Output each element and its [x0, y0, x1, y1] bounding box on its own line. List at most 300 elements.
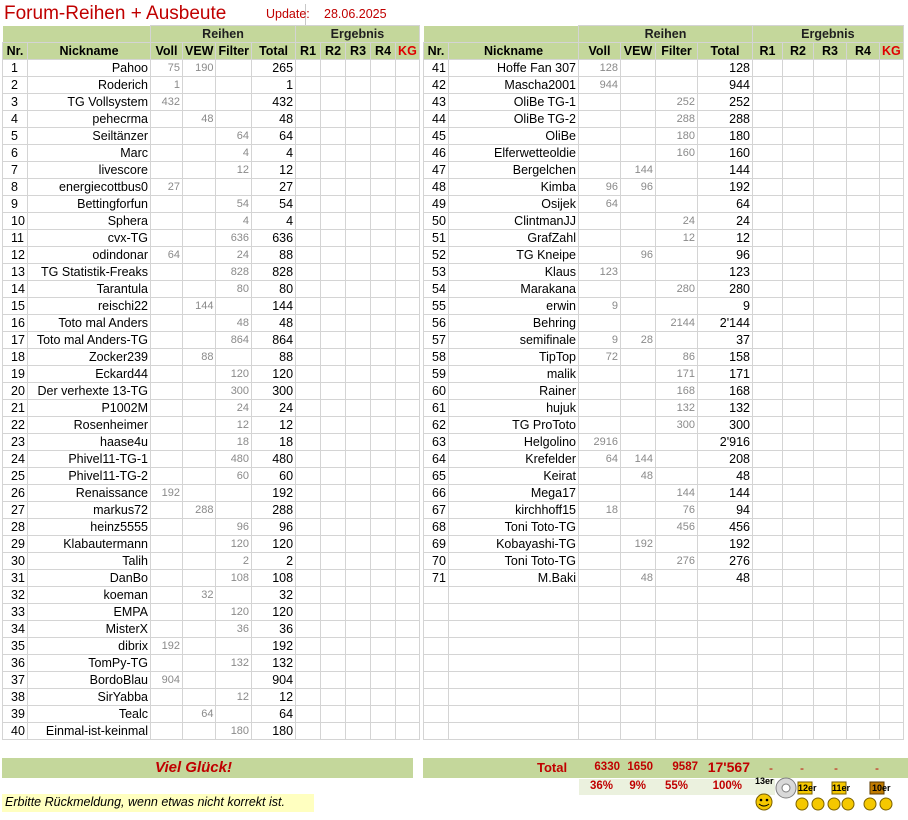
row-number: 2: [3, 77, 28, 94]
table-row: [3, 485, 420, 502]
kg-cell: [396, 145, 420, 162]
vew-cell: [183, 162, 216, 179]
nickname-cell: Elferwetteoldie: [449, 145, 579, 162]
filter-cell: [656, 434, 698, 451]
r2-cell: [321, 400, 346, 417]
r2-cell: [783, 468, 814, 485]
r4-cell: [371, 655, 396, 672]
nickname-cell: Renaissance: [28, 485, 151, 502]
filter-cell: 12: [216, 417, 252, 434]
r2-cell: [321, 672, 346, 689]
row-number: 14: [3, 281, 28, 298]
row-number: 46: [424, 145, 449, 162]
r3-cell: [814, 332, 847, 349]
nickname-cell: koeman: [28, 587, 151, 604]
table-row: [424, 230, 904, 247]
kg-cell: [396, 604, 420, 621]
kg-cell: [396, 315, 420, 332]
row-number: 37: [3, 672, 28, 689]
voll-cell: 1: [151, 77, 183, 94]
vew-cell: [621, 111, 656, 128]
kg-cell: [880, 179, 904, 196]
table-row: [424, 621, 904, 638]
table-row: [424, 111, 904, 128]
kg-cell: [396, 621, 420, 638]
table-row: [424, 689, 904, 706]
nickname-cell: erwin: [449, 298, 579, 315]
row-number: 71: [424, 570, 449, 587]
total-cell: 864: [252, 332, 296, 349]
filter-cell: 4: [216, 145, 252, 162]
voll-cell: [579, 519, 621, 536]
col-header-r3: R3: [346, 43, 371, 60]
r1-cell: [296, 655, 321, 672]
kg-cell: [396, 77, 420, 94]
kg-cell: [396, 298, 420, 315]
vew-cell: [183, 451, 216, 468]
r1-cell: [753, 264, 783, 281]
r4-cell: [847, 621, 880, 638]
row-number: 61: [424, 400, 449, 417]
r2-cell: [321, 366, 346, 383]
total-cell: 48: [252, 315, 296, 332]
r1-cell: [753, 60, 783, 77]
r2-cell: [321, 536, 346, 553]
table-row: [3, 383, 420, 400]
r2-cell: [321, 689, 346, 706]
total-cell: 64: [252, 128, 296, 145]
table-row: [424, 723, 904, 740]
r4-cell: [847, 111, 880, 128]
vew-cell: [621, 213, 656, 230]
table-row: [3, 366, 420, 383]
table-row: [424, 417, 904, 434]
table-row: [3, 434, 420, 451]
table-row: [424, 638, 904, 655]
voll-cell: [151, 689, 183, 706]
filter-cell: [656, 468, 698, 485]
nickname-cell: BordoBlau: [28, 672, 151, 689]
total-cell: 192: [698, 179, 753, 196]
voll-cell: [151, 230, 183, 247]
vew-cell: 96: [621, 247, 656, 264]
total-cell: 24: [698, 213, 753, 230]
nickname-cell: dibrix: [28, 638, 151, 655]
kg-cell: [396, 264, 420, 281]
r2-cell: [321, 434, 346, 451]
nickname-cell: OliBe TG-1: [449, 94, 579, 111]
kg-cell: [880, 621, 904, 638]
nickname-cell: Kimba: [449, 179, 579, 196]
voll-cell: [579, 689, 621, 706]
kg-cell: [880, 213, 904, 230]
filter-cell: [216, 587, 252, 604]
total-cell: 300: [698, 417, 753, 434]
r2-cell: [321, 179, 346, 196]
r3-cell: [814, 485, 847, 502]
voll-cell: 64: [579, 196, 621, 213]
r4-cell: [371, 111, 396, 128]
voll-cell: 96: [579, 179, 621, 196]
r2-cell: [783, 604, 814, 621]
r4-cell: [847, 468, 880, 485]
r2-cell: [783, 315, 814, 332]
total-all: 17'567: [707, 759, 750, 775]
r4-cell: [847, 179, 880, 196]
row-number: 11: [3, 230, 28, 247]
filter-cell: [216, 638, 252, 655]
r2-cell: [321, 230, 346, 247]
kg-cell: [396, 485, 420, 502]
voll-cell: [151, 128, 183, 145]
row-number: 20: [3, 383, 28, 400]
total-r2: -: [800, 761, 804, 775]
nickname-cell: semifinale: [449, 332, 579, 349]
r2-cell: [321, 655, 346, 672]
filter-cell: 108: [216, 570, 252, 587]
total-cell: 288: [252, 502, 296, 519]
r4-cell: [371, 60, 396, 77]
r1-cell: [296, 111, 321, 128]
r2-cell: [783, 94, 814, 111]
vew-cell: [183, 570, 216, 587]
r4-cell: [371, 383, 396, 400]
r1-cell: [753, 502, 783, 519]
total-cell: [698, 706, 753, 723]
voll-cell: [579, 553, 621, 570]
nickname-cell: kirchhoff15: [449, 502, 579, 519]
r4-cell: [371, 638, 396, 655]
nickname-cell: Talih: [28, 553, 151, 570]
r3-cell: [346, 94, 371, 111]
nickname-cell: heinz5555: [28, 519, 151, 536]
filter-cell: 12: [656, 230, 698, 247]
filter-cell: 480: [216, 451, 252, 468]
row-number: [424, 621, 449, 638]
r4-cell: [847, 434, 880, 451]
voll-cell: [579, 366, 621, 383]
r2-cell: [321, 553, 346, 570]
filter-cell: [216, 179, 252, 196]
table-row: [424, 655, 904, 672]
vew-cell: 32: [183, 587, 216, 604]
r1-cell: [296, 689, 321, 706]
vew-cell: [621, 400, 656, 417]
total-vew: 1650: [627, 761, 653, 773]
row-number: 17: [3, 332, 28, 349]
filter-cell: 86: [656, 349, 698, 366]
r2-cell: [321, 94, 346, 111]
row-number: 52: [424, 247, 449, 264]
kg-cell: [880, 570, 904, 587]
row-number: 32: [3, 587, 28, 604]
r3-cell: [346, 706, 371, 723]
nickname-cell: Kobayashi-TG: [449, 536, 579, 553]
r2-cell: [321, 315, 346, 332]
voll-cell: [579, 536, 621, 553]
total-cell: 60: [252, 468, 296, 485]
r4-cell: [371, 366, 396, 383]
vew-cell: 64: [183, 706, 216, 723]
col-header-filter: Filter: [216, 43, 252, 60]
nickname-cell: [449, 672, 579, 689]
r4-cell: [371, 230, 396, 247]
r1-cell: [753, 213, 783, 230]
filter-cell: [216, 298, 252, 315]
kg-cell: [396, 247, 420, 264]
filter-cell: 4: [216, 213, 252, 230]
r4-cell: [847, 145, 880, 162]
voll-cell: [579, 145, 621, 162]
r4-cell: [371, 706, 396, 723]
r1-cell: [753, 383, 783, 400]
r1-cell: [296, 213, 321, 230]
r3-cell: [346, 570, 371, 587]
r1-cell: [753, 128, 783, 145]
total-cell: [698, 672, 753, 689]
nickname-cell: Mascha2001: [449, 77, 579, 94]
r1-cell: [753, 519, 783, 536]
voll-cell: [579, 587, 621, 604]
total-cell: 132: [252, 655, 296, 672]
nickname-cell: Sphera: [28, 213, 151, 230]
nickname-cell: cvx-TG: [28, 230, 151, 247]
nickname-cell: Der verhexte 13-TG: [28, 383, 151, 400]
nickname-cell: Rosenheimer: [28, 417, 151, 434]
r1-cell: [753, 179, 783, 196]
r3-cell: [346, 213, 371, 230]
total-cell: 944: [698, 77, 753, 94]
r2-cell: [321, 196, 346, 213]
voll-cell: [151, 502, 183, 519]
filter-cell: [656, 570, 698, 587]
r3-cell: [346, 536, 371, 553]
voll-cell: [151, 162, 183, 179]
vew-cell: [621, 383, 656, 400]
r3-cell: [814, 111, 847, 128]
r1-cell: [753, 451, 783, 468]
filter-cell: 288: [656, 111, 698, 128]
filter-cell: [656, 247, 698, 264]
r1-cell: [296, 485, 321, 502]
r1-cell: [296, 553, 321, 570]
vew-cell: [621, 706, 656, 723]
r2-cell: [783, 621, 814, 638]
r4-cell: [847, 638, 880, 655]
r1-cell: [296, 77, 321, 94]
voll-cell: [151, 519, 183, 536]
filter-cell: [216, 706, 252, 723]
r2-cell: [321, 60, 346, 77]
total-cell: 12: [252, 417, 296, 434]
col-header-kg: KG: [880, 43, 904, 60]
vew-cell: [621, 77, 656, 94]
r2-cell: [783, 247, 814, 264]
row-number: 60: [424, 383, 449, 400]
voll-cell: [579, 315, 621, 332]
col-header-total: Total: [698, 43, 753, 60]
r1-cell: [296, 723, 321, 740]
r2-cell: [783, 264, 814, 281]
r2-cell: [783, 77, 814, 94]
total-cell: 180: [698, 128, 753, 145]
table-row: [424, 77, 904, 94]
r3-cell: [346, 349, 371, 366]
nickname-cell: livescore: [28, 162, 151, 179]
kg-cell: [880, 315, 904, 332]
r2-cell: [783, 400, 814, 417]
row-number: [424, 672, 449, 689]
r4-cell: [371, 553, 396, 570]
r4-cell: [847, 655, 880, 672]
voll-cell: [579, 213, 621, 230]
voll-cell: 18: [579, 502, 621, 519]
r1-cell: [296, 434, 321, 451]
total-cell: 48: [252, 111, 296, 128]
kg-cell: [880, 230, 904, 247]
kg-cell: [396, 706, 420, 723]
total-cell: 64: [252, 706, 296, 723]
r4-cell: [847, 604, 880, 621]
table-row: [3, 621, 420, 638]
vew-cell: 48: [183, 111, 216, 128]
vew-cell: [621, 281, 656, 298]
row-number: 43: [424, 94, 449, 111]
table-row: [3, 213, 420, 230]
r1-cell: [753, 621, 783, 638]
r1-cell: [753, 332, 783, 349]
nickname-cell: M.Baki: [449, 570, 579, 587]
nickname-cell: Behring: [449, 315, 579, 332]
group-header-ergebnis: Ergebnis: [296, 26, 420, 43]
vew-cell: [621, 94, 656, 111]
r4-cell: [847, 502, 880, 519]
r4-cell: [847, 672, 880, 689]
kg-cell: [880, 281, 904, 298]
r1-cell: [296, 145, 321, 162]
filter-cell: [216, 111, 252, 128]
filter-cell: [656, 604, 698, 621]
row-number: 38: [3, 689, 28, 706]
vew-cell: [183, 77, 216, 94]
table-row: [3, 502, 420, 519]
voll-cell: 192: [151, 638, 183, 655]
filter-cell: 2: [216, 553, 252, 570]
kg-cell: [396, 417, 420, 434]
r4-cell: [371, 519, 396, 536]
kg-cell: [880, 706, 904, 723]
nickname-cell: [449, 587, 579, 604]
row-number: 54: [424, 281, 449, 298]
nickname-cell: Phivel11-TG-1: [28, 451, 151, 468]
total-cell: 280: [698, 281, 753, 298]
kg-cell: [396, 281, 420, 298]
r1-cell: [296, 570, 321, 587]
r1-cell: [296, 502, 321, 519]
filter-cell: [216, 502, 252, 519]
voll-cell: 2916: [579, 434, 621, 451]
total-cell: 828: [252, 264, 296, 281]
vew-cell: [621, 434, 656, 451]
r4-cell: [371, 485, 396, 502]
pct-voll: 36%: [589, 780, 613, 792]
vew-cell: [621, 723, 656, 740]
r3-cell: [346, 383, 371, 400]
kg-cell: [880, 417, 904, 434]
voll-cell: [151, 349, 183, 366]
filter-cell: 120: [216, 536, 252, 553]
kg-cell: [396, 434, 420, 451]
row-number: 28: [3, 519, 28, 536]
r3-cell: [814, 451, 847, 468]
row-number: 41: [424, 60, 449, 77]
kg-cell: [396, 638, 420, 655]
filter-cell: [656, 162, 698, 179]
voll-cell: [579, 468, 621, 485]
row-number: 22: [3, 417, 28, 434]
total-r1: -: [769, 761, 773, 775]
r1-cell: [296, 298, 321, 315]
row-number: 26: [3, 485, 28, 502]
voll-cell: 64: [579, 451, 621, 468]
table-row: [424, 468, 904, 485]
filter-cell: 12: [216, 162, 252, 179]
r1-cell: [753, 655, 783, 672]
r3-cell: [346, 264, 371, 281]
feedback-note: [2, 794, 314, 812]
r3-cell: [346, 723, 371, 740]
total-cell: [698, 638, 753, 655]
kg-cell: [396, 689, 420, 706]
filter-cell: [216, 485, 252, 502]
nickname-cell: TG Kneipe: [449, 247, 579, 264]
r2-cell: [321, 145, 346, 162]
voll-cell: [579, 162, 621, 179]
row-number: 69: [424, 536, 449, 553]
table-row: [3, 689, 420, 706]
row-number: 27: [3, 502, 28, 519]
total-voll: 6330: [594, 761, 620, 773]
nickname-cell: Klabautermann: [28, 536, 151, 553]
row-number: 33: [3, 604, 28, 621]
r3-cell: [814, 315, 847, 332]
table-row: [424, 349, 904, 366]
r1-cell: [296, 468, 321, 485]
filter-cell: 168: [656, 383, 698, 400]
nickname-cell: pehecrma: [28, 111, 151, 128]
r3-cell: [814, 281, 847, 298]
row-number: 34: [3, 621, 28, 638]
filter-cell: 132: [216, 655, 252, 672]
total-cell: 456: [698, 519, 753, 536]
table-row: [3, 723, 420, 740]
r4-cell: [371, 468, 396, 485]
voll-cell: [579, 672, 621, 689]
r2-cell: [783, 230, 814, 247]
row-number: 68: [424, 519, 449, 536]
group-header-reihen: Reihen: [579, 26, 753, 43]
r4-cell: [371, 94, 396, 111]
kg-cell: [396, 451, 420, 468]
kg-cell: [880, 655, 904, 672]
r2-cell: [321, 723, 346, 740]
vew-cell: [183, 655, 216, 672]
r4-cell: [371, 417, 396, 434]
r4-cell: [847, 264, 880, 281]
r4-cell: [371, 162, 396, 179]
kg-cell: [396, 400, 420, 417]
kg-cell: [396, 519, 420, 536]
